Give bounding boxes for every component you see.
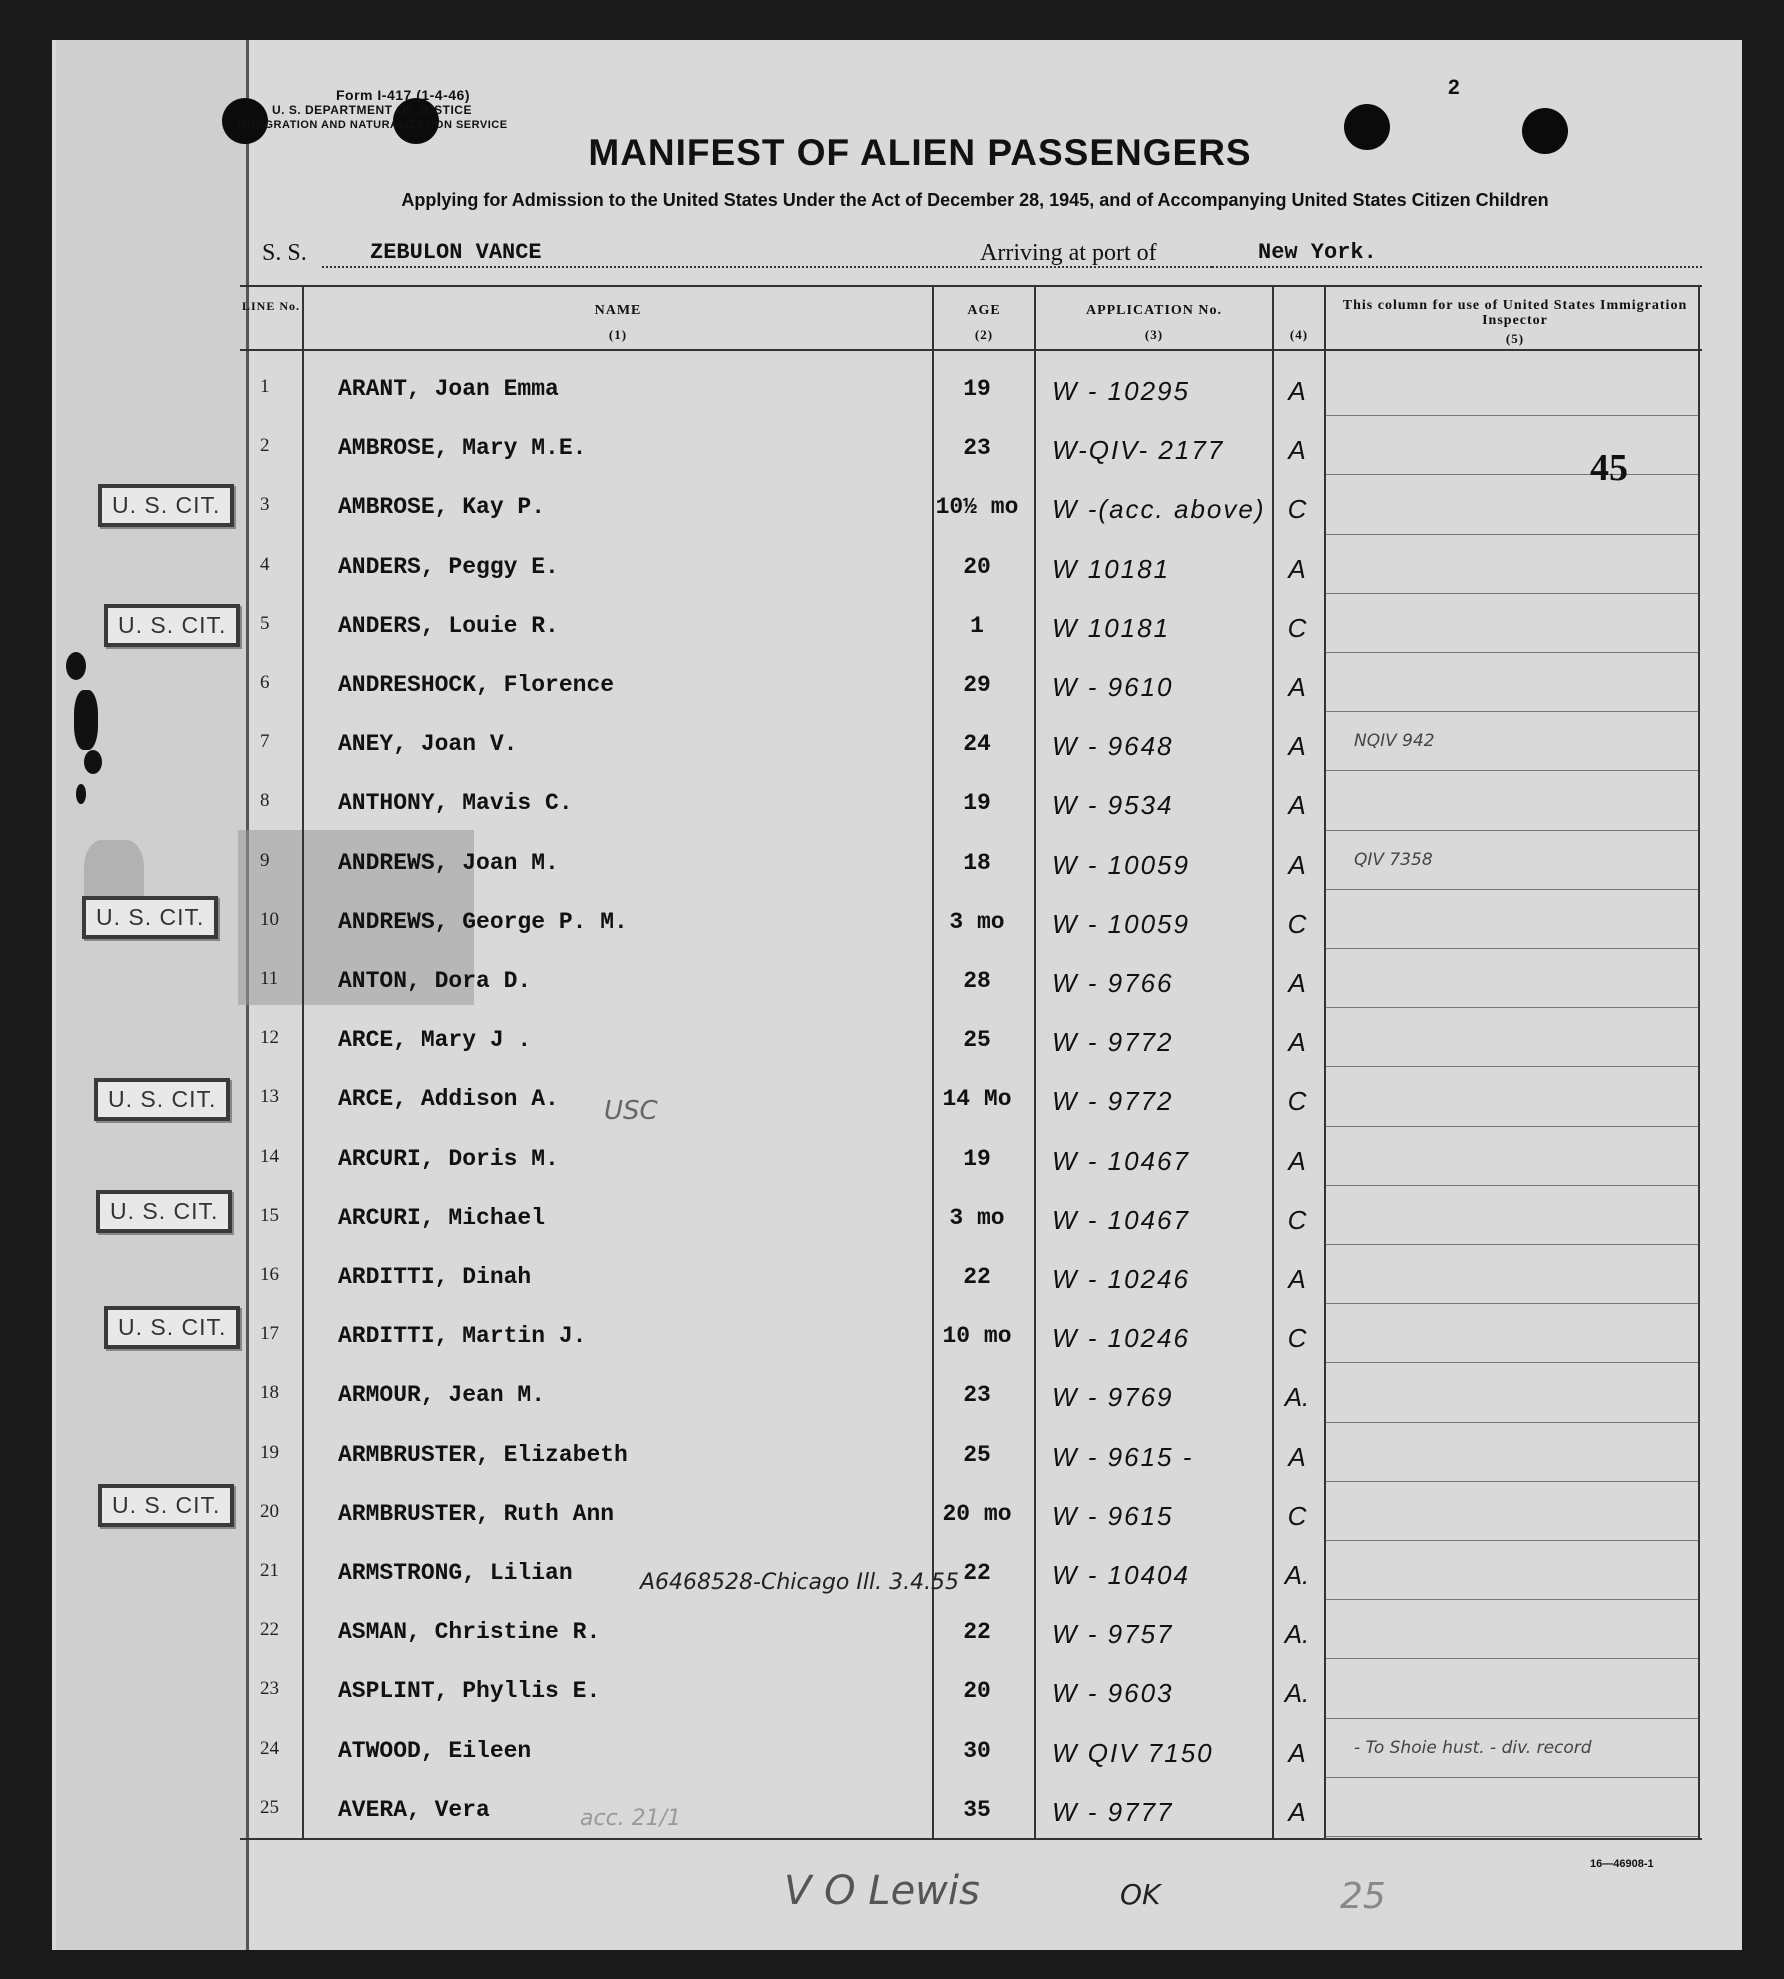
class-code: A xyxy=(1288,968,1306,998)
row-separator xyxy=(1326,415,1698,416)
table-row xyxy=(242,895,1702,954)
class-code: A xyxy=(1288,1027,1306,1058)
row-separator xyxy=(1326,1362,1698,1363)
class-code: A xyxy=(1288,672,1306,702)
passenger-age: 18 xyxy=(963,849,991,876)
passenger-age: 3 mo xyxy=(949,1204,1005,1231)
passenger-name: AMBROSE, Kay P. xyxy=(338,494,546,521)
passenger-name: ANTHONY, Mavis C. xyxy=(338,790,573,817)
passenger-name: ARANT, Joan Emma xyxy=(338,376,559,402)
class-code: A xyxy=(1288,1737,1306,1768)
class-code: A xyxy=(1288,1796,1306,1827)
line-number: 13 xyxy=(260,1086,279,1108)
col-header-age-num: (2) xyxy=(974,327,994,342)
application-number: W - 9777 xyxy=(1052,1796,1174,1827)
application-number: W 10181 xyxy=(1052,553,1171,584)
table-row xyxy=(242,776,1702,835)
line-number: 16 xyxy=(260,1264,279,1285)
line-number: 14 xyxy=(260,1145,279,1167)
row-separator xyxy=(1326,593,1698,594)
line-number: 5 xyxy=(260,612,270,634)
passenger-name: ARMOUR, Jean M. xyxy=(338,1382,546,1409)
row21-margin-note: A6468528-Chicago Ill. 3.4.55 xyxy=(640,1570,960,1595)
line-number: 20 xyxy=(260,1500,279,1522)
us-citizen-stamp: U. S. CIT. xyxy=(82,896,218,939)
passenger-age: 3 mo xyxy=(949,908,1005,935)
passenger-name: ARDITTI, Dinah xyxy=(338,1264,532,1290)
table-row xyxy=(242,1191,1702,1250)
application-number: W - 9766 xyxy=(1052,968,1174,998)
class-code: C xyxy=(1287,908,1307,939)
row-separator xyxy=(1326,1007,1698,1008)
us-citizen-stamp: U. S. CIT. xyxy=(96,1190,232,1233)
line-number: 24 xyxy=(260,1737,279,1759)
ship-line xyxy=(262,240,1702,272)
inspector-note: - To Shoie hust. - div. record xyxy=(1354,1737,1592,1758)
application-number: W 10181 xyxy=(1052,612,1171,643)
passenger-name: ANDERS, Louie R. xyxy=(338,612,559,639)
passenger-name: ATWOOD, Eileen xyxy=(338,1737,532,1764)
passenger-age: 22 xyxy=(963,1560,991,1586)
passenger-name: ANDREWS, George P. M. xyxy=(338,908,628,935)
ship-label: S. S. xyxy=(262,240,307,266)
table-row xyxy=(242,421,1702,480)
passenger-name: ARCE, Addison A. xyxy=(338,1086,559,1113)
passenger-age: 14 Mo xyxy=(942,1086,1012,1113)
passenger-name: ASMAN, Christine R. xyxy=(338,1619,601,1646)
line-number: 17 xyxy=(260,1323,279,1345)
form-code: 16—46908-1 xyxy=(1590,1858,1654,1870)
class-code: A. xyxy=(1284,1560,1310,1590)
application-number: W - 9648 xyxy=(1052,731,1174,762)
page-title: MANIFEST OF ALIEN PASSENGERS xyxy=(588,132,1252,173)
table-row xyxy=(242,362,1702,421)
passenger-age: 30 xyxy=(963,1737,991,1764)
class-code: C xyxy=(1287,1323,1307,1354)
table-row xyxy=(242,1072,1702,1131)
class-code: C xyxy=(1287,1204,1307,1235)
row-separator xyxy=(1326,1777,1698,1778)
passenger-age: 20 mo xyxy=(942,1500,1012,1527)
application-number: W-QIV- 2177 xyxy=(1052,435,1225,466)
passenger-age: 22 xyxy=(963,1619,991,1646)
passenger-age: 25 xyxy=(963,1027,991,1054)
class-code: A xyxy=(1288,376,1306,406)
line-number: 22 xyxy=(260,1619,279,1641)
header-bottom-border xyxy=(240,349,1702,351)
passenger-name: ASPLINT, Phyllis E. xyxy=(338,1678,601,1705)
passenger-age: 24 xyxy=(963,731,991,758)
application-number: W - 10059 xyxy=(1052,849,1190,880)
col-header-inspector-num: (5) xyxy=(1505,331,1525,346)
passenger-name: ARMBRUSTER, Elizabeth xyxy=(338,1441,628,1468)
ink-blot xyxy=(66,652,86,680)
class-code: A xyxy=(1288,553,1306,584)
line-number: 10 xyxy=(260,908,279,930)
line-number: 25 xyxy=(260,1796,279,1818)
table-row xyxy=(242,1664,1702,1723)
port-label: Arriving at port of xyxy=(980,240,1157,266)
row-separator xyxy=(1326,1718,1698,1719)
table-row xyxy=(242,1309,1702,1368)
us-citizen-stamp: U. S. CIT. xyxy=(104,604,240,647)
table-row xyxy=(242,836,1702,895)
passenger-name: ANDREWS, Joan M. xyxy=(338,849,559,876)
line-number: 3 xyxy=(260,494,270,516)
col-header-age: AGE xyxy=(967,303,1001,318)
passenger-name: AMBROSE, Mary M.E. xyxy=(338,435,587,462)
line-number: 11 xyxy=(260,968,279,989)
class-code: A xyxy=(1288,731,1306,762)
application-number: W - 10246 xyxy=(1052,1323,1190,1354)
passenger-name: ARCE, Mary J . xyxy=(338,1027,532,1054)
class-code: C xyxy=(1287,494,1307,525)
ink-blot xyxy=(76,784,86,804)
table-row xyxy=(242,1546,1702,1605)
passenger-name: ARCURI, Michael xyxy=(338,1204,546,1231)
col-header-application: APPLICATION No. xyxy=(1085,303,1223,318)
application-number: W - 10467 xyxy=(1052,1204,1190,1235)
line-number: 4 xyxy=(260,553,270,575)
passenger-name: AVERA, Vera xyxy=(338,1796,490,1823)
row-separator xyxy=(1326,1599,1698,1600)
ink-blot xyxy=(74,690,98,750)
table-row xyxy=(242,1368,1702,1427)
row-separator xyxy=(1326,652,1698,653)
left-binding-strip xyxy=(56,40,249,1950)
passenger-age: 23 xyxy=(963,1382,991,1409)
row-separator xyxy=(1326,1303,1698,1304)
us-citizen-stamp: U. S. CIT. xyxy=(98,1484,234,1527)
passenger-age: 19 xyxy=(963,790,991,817)
passenger-age: 10½ mo xyxy=(935,494,1019,521)
table-row xyxy=(242,540,1702,599)
table-row xyxy=(242,1605,1702,1664)
passenger-age: 35 xyxy=(963,1796,991,1823)
line-number: 12 xyxy=(260,1027,279,1049)
passenger-age: 20 xyxy=(963,553,991,580)
inspector-note: QIV 7358 xyxy=(1354,849,1433,870)
row-separator xyxy=(1326,534,1698,535)
row-separator xyxy=(1326,1066,1698,1067)
line-number: 19 xyxy=(260,1441,279,1463)
table-row xyxy=(242,1724,1702,1783)
passenger-age: 25 xyxy=(963,1441,991,1468)
application-number: W - 10246 xyxy=(1052,1264,1190,1294)
passenger-name: ANEY, Joan V. xyxy=(338,731,518,758)
class-code: A xyxy=(1288,849,1306,880)
passenger-age: 22 xyxy=(963,1264,991,1290)
us-citizen-stamp: U. S. CIT. xyxy=(94,1078,230,1121)
ship-name: ZEBULON VANCE xyxy=(370,240,542,265)
table-row xyxy=(242,1132,1702,1191)
application-number: W - 9610 xyxy=(1052,672,1174,702)
count-annotation: 45 xyxy=(1590,447,1628,489)
application-number: W - 10059 xyxy=(1052,908,1190,939)
col-header-class-num: (4) xyxy=(1289,327,1309,342)
row-separator xyxy=(1326,948,1698,949)
class-code: A xyxy=(1288,435,1306,466)
row25-margin-note: acc. 21/1 xyxy=(580,1806,682,1831)
class-code: A. xyxy=(1284,1619,1310,1650)
class-code: C xyxy=(1287,612,1307,643)
application-number: W - 9772 xyxy=(1052,1086,1174,1117)
punch-hole xyxy=(1522,108,1568,154)
col-header-name-num: (1) xyxy=(608,327,628,342)
row-separator xyxy=(1326,1658,1698,1659)
table-row xyxy=(242,1250,1702,1309)
form-number: Form I-417 (1-4-46) xyxy=(336,87,470,103)
footer-signature: V O Lewis xyxy=(784,1868,980,1914)
application-number: W - 9757 xyxy=(1052,1619,1174,1650)
passenger-name: ANDERS, Peggy E. xyxy=(338,553,559,580)
row13-margin-note: USC xyxy=(604,1096,658,1126)
footer-total: 25 xyxy=(1340,1876,1386,1917)
row-separator xyxy=(1326,1540,1698,1541)
application-number: W - 10404 xyxy=(1052,1560,1190,1590)
passenger-age: 20 xyxy=(963,1678,991,1705)
row-separator xyxy=(1326,474,1698,475)
table-row xyxy=(242,1428,1702,1487)
application-number: W - 10467 xyxy=(1052,1145,1190,1176)
line-number: 2 xyxy=(260,435,270,457)
inspector-note: NQIV 942 xyxy=(1354,731,1435,752)
page-subtitle: Applying for Admission to the United States Under the Act of December 28, 1945, and of Accompanying United States Citizen Children xyxy=(401,190,1549,210)
application-number: W -(acc. above) xyxy=(1052,494,1266,525)
passenger-name: ARMBRUSTER, Ruth Ann xyxy=(338,1500,615,1527)
passenger-name: ARDITTI, Martin J. xyxy=(338,1323,587,1350)
table-row xyxy=(242,1013,1702,1072)
us-citizen-stamp: U. S. CIT. xyxy=(98,484,234,527)
row-separator xyxy=(1326,711,1698,712)
row-separator xyxy=(1326,1244,1698,1245)
line-number: 23 xyxy=(260,1678,279,1700)
class-code: A xyxy=(1288,1441,1306,1472)
passenger-age: 23 xyxy=(963,435,991,462)
table-row xyxy=(242,599,1702,658)
table-row xyxy=(242,1487,1702,1546)
passenger-name: ANTON, Dora D. xyxy=(338,968,532,994)
passenger-name: ANDRESHOCK, Florence xyxy=(338,672,615,698)
page-number: 2 xyxy=(1448,76,1460,99)
row-separator xyxy=(1326,830,1698,831)
line-number: 8 xyxy=(260,790,270,812)
table-row xyxy=(242,658,1702,717)
punch-hole xyxy=(1344,104,1390,150)
row-separator xyxy=(1326,770,1698,771)
class-code: A. xyxy=(1284,1382,1310,1413)
passenger-name: ARCURI, Doris M. xyxy=(338,1145,559,1172)
passenger-age: 19 xyxy=(963,1145,991,1172)
department-name: U. S. DEPARTMENT OF JUSTICE xyxy=(272,103,472,117)
class-code: A. xyxy=(1284,1678,1310,1709)
table-row xyxy=(242,480,1702,539)
port-name: New York. xyxy=(1258,240,1377,265)
application-number: W - 9534 xyxy=(1052,790,1174,821)
line-number: 21 xyxy=(260,1560,279,1581)
passenger-age: 1 xyxy=(970,612,984,639)
class-code: C xyxy=(1287,1500,1307,1531)
passenger-age: 29 xyxy=(963,672,991,698)
application-number: W QIV 7150 xyxy=(1052,1737,1214,1768)
class-code: A xyxy=(1288,1264,1306,1294)
line-number: 18 xyxy=(260,1382,279,1404)
application-number: W - 9615 xyxy=(1052,1500,1174,1531)
row-separator xyxy=(1326,1422,1698,1423)
us-citizen-stamp: U. S. CIT. xyxy=(104,1306,240,1349)
col-header-name: NAME xyxy=(594,303,642,318)
line-number: 9 xyxy=(260,849,270,871)
passenger-age: 10 mo xyxy=(942,1323,1012,1350)
service-name: IMMIGRATION AND NATURALIZATION SERVICE xyxy=(238,119,508,131)
table-row xyxy=(242,954,1702,1013)
line-number: 7 xyxy=(260,731,270,753)
ink-blot xyxy=(84,750,102,774)
col-header-application-num: (3) xyxy=(1144,327,1164,342)
table-top-border xyxy=(240,285,1702,287)
col-header-line: LINE No. xyxy=(241,299,300,313)
line-number: 1 xyxy=(260,376,270,397)
footer-initials: OK xyxy=(1120,1878,1161,1911)
row-separator xyxy=(1326,1481,1698,1482)
class-code: C xyxy=(1287,1086,1307,1117)
application-number: W - 9769 xyxy=(1052,1382,1174,1413)
class-code: A xyxy=(1288,790,1306,821)
table-row xyxy=(242,717,1702,776)
application-number: W - 9615 - xyxy=(1052,1441,1194,1472)
line-number: 6 xyxy=(260,672,270,693)
col-header-inspector: This column for use of United States Immigration Inspector xyxy=(1342,298,1688,328)
row-separator xyxy=(1326,1185,1698,1186)
line-number: 15 xyxy=(260,1204,279,1226)
passenger-name: ARMSTRONG, Lilian xyxy=(338,1560,573,1586)
row-separator xyxy=(1326,889,1698,890)
row-separator xyxy=(1326,1836,1698,1837)
application-number: W - 10295 xyxy=(1052,376,1190,406)
application-number: W - 9603 xyxy=(1052,1678,1174,1709)
table-row xyxy=(242,1783,1702,1842)
row-separator xyxy=(1326,1126,1698,1127)
passenger-age: 19 xyxy=(963,376,991,402)
class-code: A xyxy=(1288,1145,1306,1176)
application-number: W - 9772 xyxy=(1052,1027,1174,1058)
passenger-age: 28 xyxy=(963,968,991,994)
